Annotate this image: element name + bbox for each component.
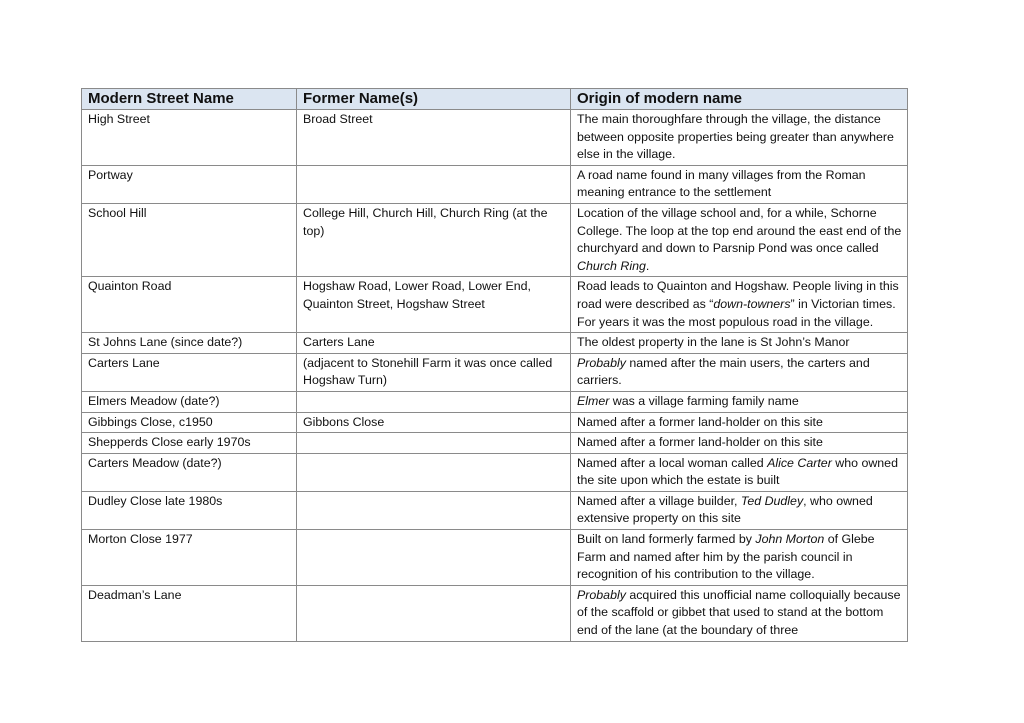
origin-text: The oldest property in the lane is St John’s Manor <box>577 335 850 350</box>
table-row <box>82 491 908 529</box>
cell-origin-of-modern-name <box>571 277 908 333</box>
cell-former-names: Carters Lane <box>297 333 571 354</box>
cell-origin-of-modern-name <box>571 585 908 641</box>
origin-text-italic: Elmer <box>577 393 610 408</box>
cell-former-names <box>297 585 571 641</box>
cell-modern-street-name: Gibbings Close, c1950 <box>82 412 297 433</box>
origin-text-italic: Probably <box>577 355 626 370</box>
table-row <box>82 585 908 641</box>
origin-text: , who owned extensive property on this site <box>577 493 873 526</box>
cell-origin-of-modern-name <box>571 203 908 276</box>
cell-former-names <box>297 391 571 412</box>
cell-former-names: Broad Street <box>297 110 571 166</box>
cell-modern-street-name: St Johns Lane (since date?) <box>82 333 297 354</box>
origin-text: The main thoroughfare through the village, the distance between opposite properties being greater than anywhere else in the village. <box>577 112 894 162</box>
cell-modern-street-name: Dudley Close late 1980s <box>82 491 297 529</box>
origin-text: . <box>645 258 650 273</box>
cell-former-names: Gibbons Close <box>297 412 571 433</box>
origin-text-italic: down-towners <box>713 296 791 311</box>
origin-text: Named after a local woman called <box>577 455 768 470</box>
cell-origin-of-modern-name <box>571 110 908 166</box>
cell-origin-of-modern-name <box>571 412 908 433</box>
table-row <box>82 110 908 166</box>
cell-modern-street-name: Morton Close 1977 <box>82 530 297 586</box>
table-row <box>82 412 908 433</box>
cell-modern-street-name: Carters Meadow (date?) <box>82 453 297 491</box>
origin-text-italic: Alice Carter <box>767 455 832 470</box>
origin-text-italic: Probably <box>577 587 626 602</box>
table-row <box>82 333 908 354</box>
cell-former-names: (adjacent to Stonehill Farm it was once called Hogshaw Turn) <box>297 353 571 391</box>
street-names-table <box>81 88 908 642</box>
origin-text: Named after a former land-holder on this site <box>577 435 823 450</box>
origin-text: Built on land formerly farmed by <box>577 532 756 547</box>
cell-origin-of-modern-name <box>571 491 908 529</box>
origin-text: Location of the village school and, for a while, Schorne College. The loop at the top end around the east end of the churchyard and down to Parsnip Pond was once called <box>577 205 902 256</box>
cell-modern-street-name: High Street <box>82 110 297 166</box>
origin-text: Road leads to Quainton and Hogshaw. People living in this road were described as “ <box>577 279 899 311</box>
origin-text-italic: John Morton <box>755 532 825 547</box>
table-row <box>82 453 908 491</box>
table-row <box>82 433 908 454</box>
table-row <box>82 391 908 412</box>
cell-origin-of-modern-name <box>571 165 908 203</box>
cell-origin-of-modern-name <box>571 453 908 491</box>
origin-text: of Glebe Farm and named after him by the parish council in recognition of his contribution to the village. <box>577 532 875 582</box>
origin-text: Named after a village builder, <box>577 493 741 508</box>
cell-former-names <box>297 491 571 529</box>
cell-former-names: Hogshaw Road, Lower Road, Lower End, Quainton Street, Hogshaw Street <box>297 277 571 333</box>
origin-text: acquired this unofficial name colloquially because of the scaffold or gibbet that used to stand at the bottom end of the lane (at the boundary of three <box>577 587 901 638</box>
cell-origin-of-modern-name <box>571 433 908 454</box>
origin-text: A road name found in many villages from the Roman meaning entrance to the settlement <box>577 167 866 200</box>
cell-former-names: College Hill, Church Hill, Church Ring (at the top) <box>297 203 571 276</box>
header-former-names: Former Name(s) <box>297 89 571 110</box>
table-body <box>82 110 908 642</box>
cell-former-names <box>297 165 571 203</box>
origin-text-italic: Church Ring <box>577 258 646 273</box>
cell-modern-street-name: Quainton Road <box>82 277 297 333</box>
origin-text: Named after a former land-holder on this site <box>577 414 823 429</box>
cell-origin-of-modern-name <box>571 333 908 354</box>
origin-text: who owned the site upon which the estate is built <box>577 455 898 488</box>
origin-text: ” in Victorian times. For years it was the most populous road in the village. <box>577 296 896 329</box>
table-row <box>82 203 908 276</box>
table-header-row <box>82 89 908 110</box>
cell-former-names <box>297 433 571 454</box>
table-row <box>82 277 908 333</box>
cell-origin-of-modern-name <box>571 353 908 391</box>
origin-text-italic: Ted Dudley <box>740 493 804 508</box>
cell-former-names <box>297 530 571 586</box>
cell-modern-street-name: Shepperds Close early 1970s <box>82 433 297 454</box>
cell-modern-street-name: Deadman’s Lane <box>82 585 297 641</box>
origin-text: was a village farming family name <box>609 393 799 408</box>
cell-modern-street-name: Carters Lane <box>82 353 297 391</box>
cell-modern-street-name: Elmers Meadow (date?) <box>82 391 297 412</box>
table-row <box>82 165 908 203</box>
table-row <box>82 353 908 391</box>
origin-text: named after the main users, the carters and carriers. <box>577 355 870 388</box>
header-origin-of-modern-name: Origin of modern name <box>571 89 908 110</box>
cell-origin-of-modern-name <box>571 391 908 412</box>
cell-modern-street-name: Portway <box>82 165 297 203</box>
cell-modern-street-name: School Hill <box>82 203 297 276</box>
cell-former-names <box>297 453 571 491</box>
header-modern-street-name: Modern Street Name <box>82 89 297 110</box>
cell-origin-of-modern-name <box>571 530 908 586</box>
table-row <box>82 530 908 586</box>
